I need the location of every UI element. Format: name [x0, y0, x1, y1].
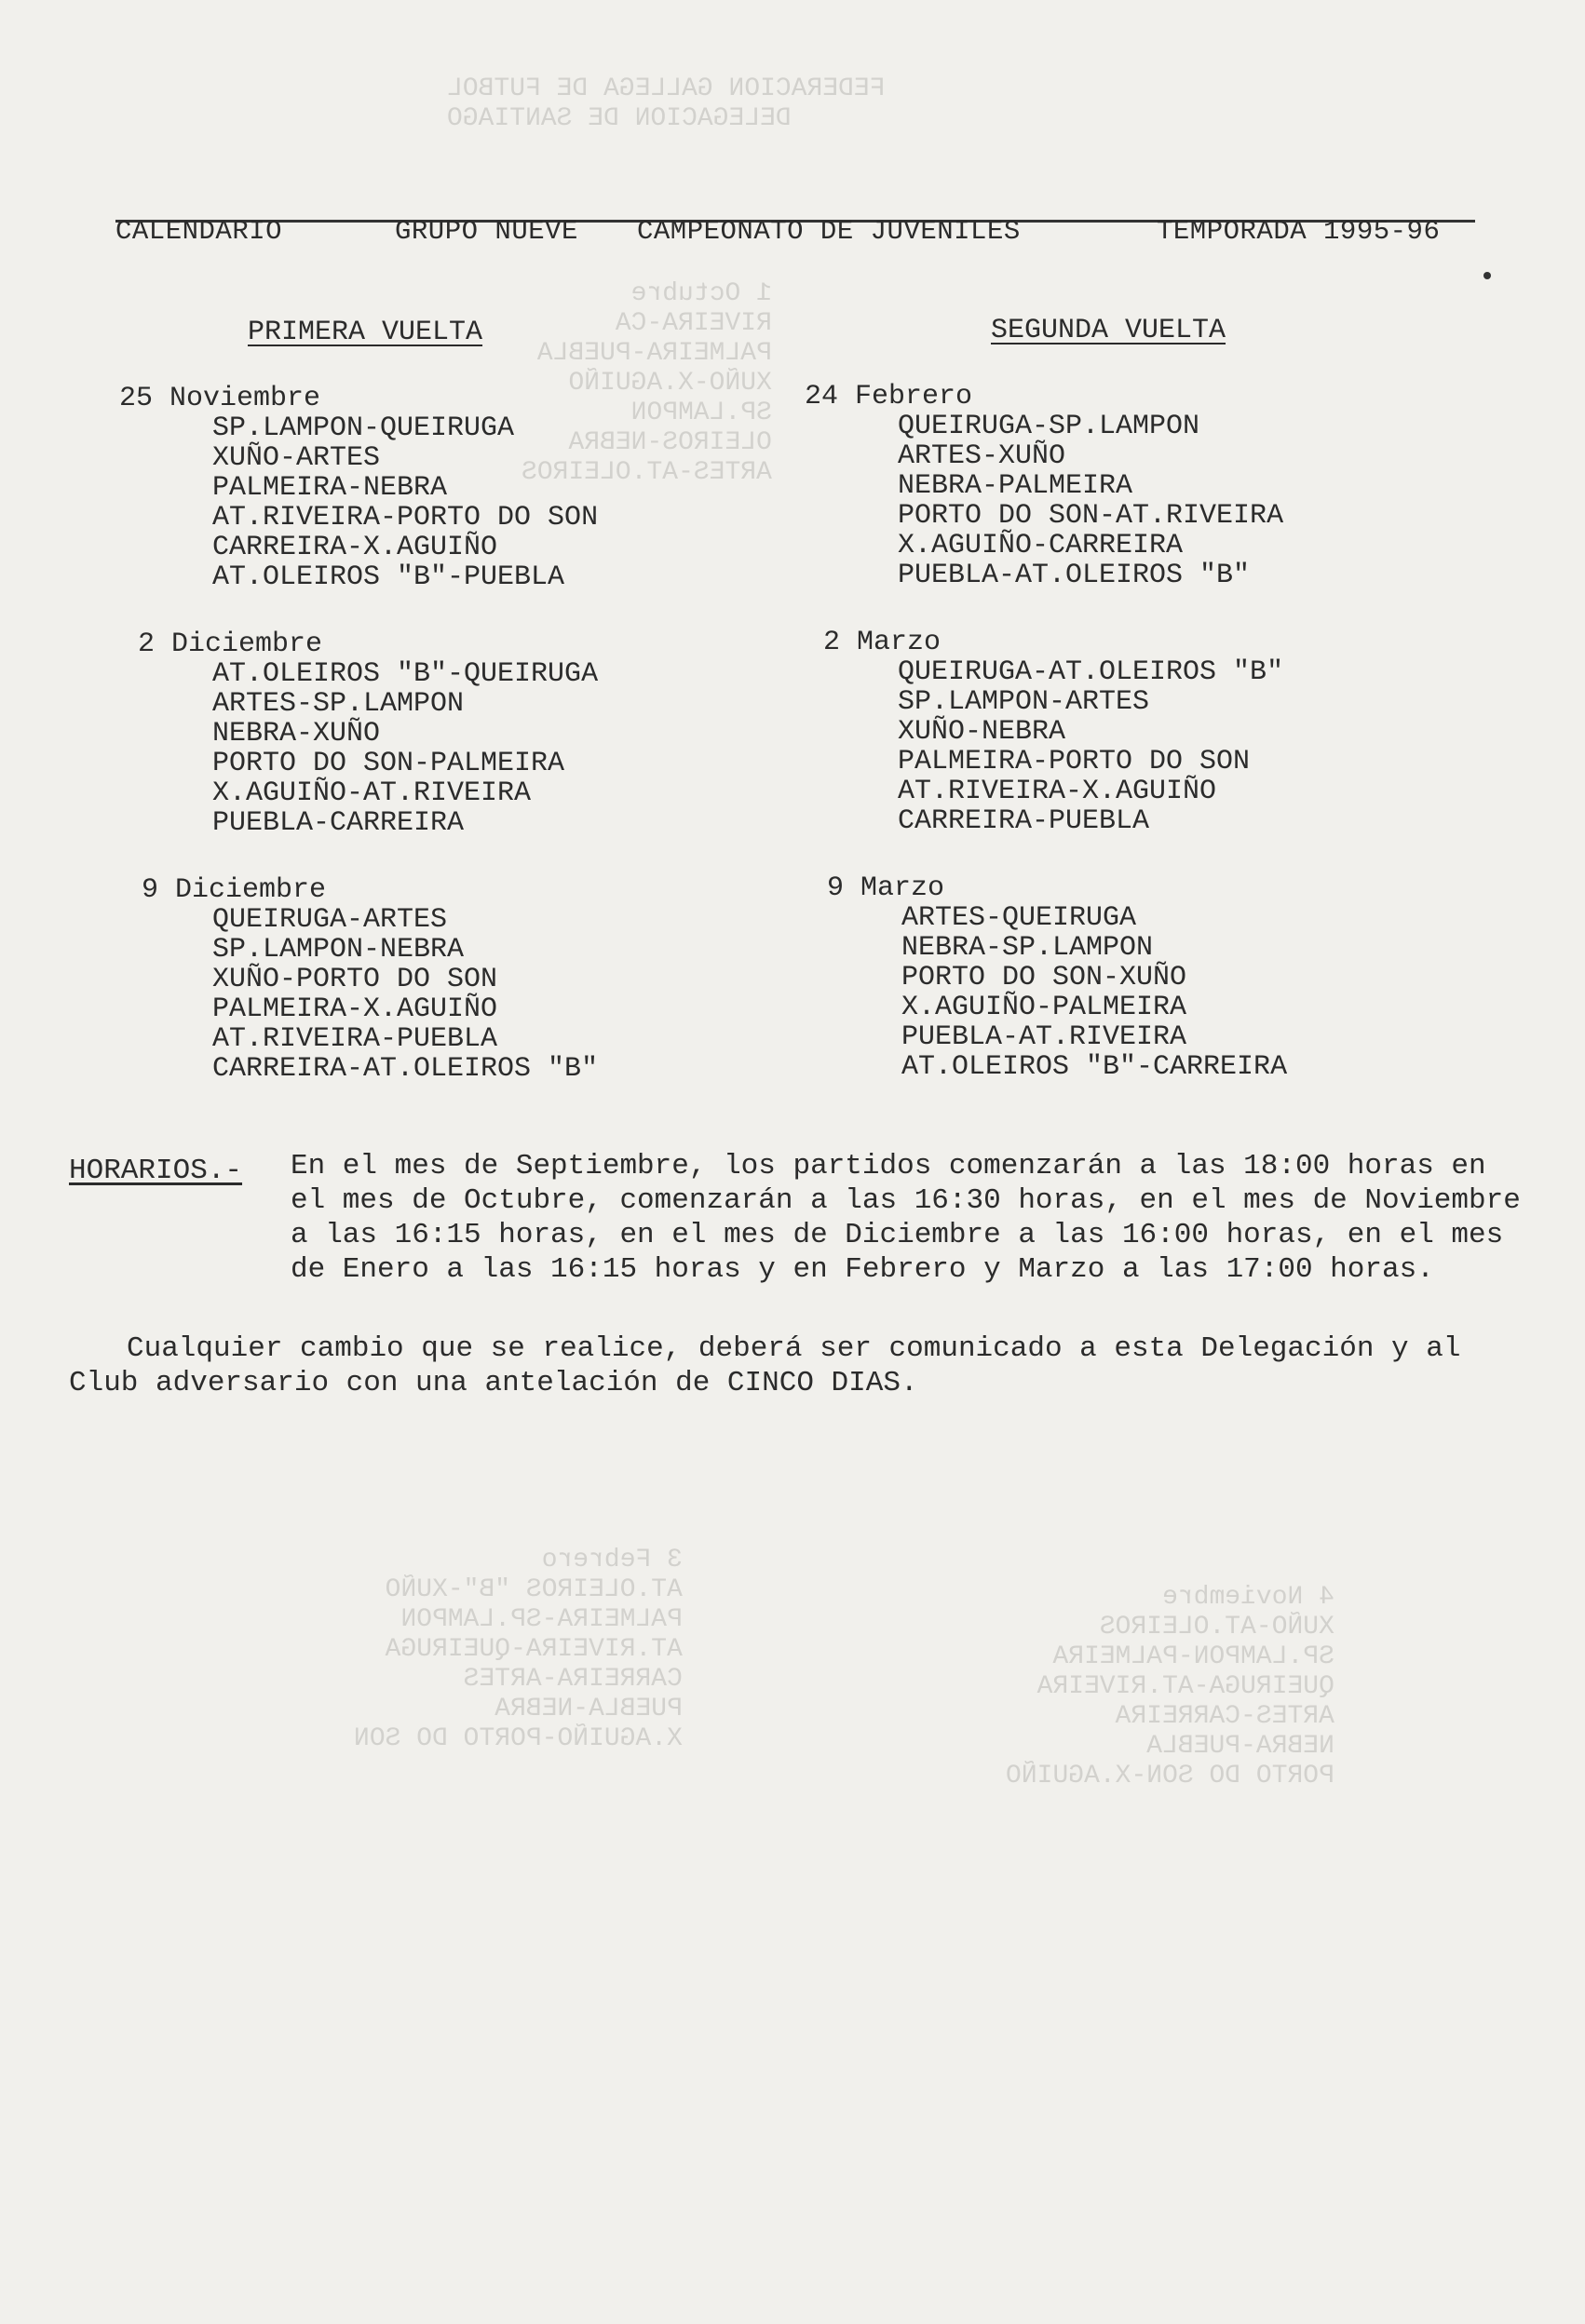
match: PALMEIRA-NEBRA [212, 472, 448, 504]
round [805, 873, 1287, 1082]
match: ARTES-XUÑO [898, 440, 1066, 472]
horarios-text: En el mes de Septiembre, los partidos comenzarán a las 18:00 horas en el mes de Octubre, comenzarán a las 16:30 horas, en el mes de Noviembre a las 16:15 horas, en el mes de Diciembre a las 16:00 horas, en el mes de Enero a las 16:15 horas y en Febrero y Marzo a las 17:00 horas. [291, 1150, 1521, 1286]
match: AT.RIVEIRA-PUEBLA [212, 1023, 498, 1055]
round [119, 875, 598, 1084]
match: ARTES-SP.LAMPON [212, 688, 465, 720]
round-date: 25 Noviembre [119, 383, 321, 414]
primera-vuelta-column [119, 384, 598, 1121]
match: QUEIRUGA-ARTES [212, 904, 448, 936]
match: CARREIRA-AT.OLEIROS "B" [212, 1053, 599, 1085]
match: SP.LAMPON-ARTES [898, 686, 1150, 718]
cambio-note: Cualquier cambio que se realice, deberá ser comunicado a esta Delegación y al Club adversario con una antelación de CINCO DIAS. [69, 1332, 1461, 1399]
round-date: 9 Diciembre [142, 874, 327, 906]
match: CARREIRA-X.AGUIÑO [212, 532, 498, 563]
primera-vuelta-title: PRIMERA VUELTA [248, 317, 483, 348]
bleed-through-decoration: 3 Febrero AT.OLEIROS "B"-XUÑO PALMEIRA-SP.LAMPON AT.RIVEIRA-QUEIRUGA CARREIRA-ARTES PUEBLA-NEBRA X.AGUIÑO-PORTO DO SON [354, 1546, 683, 1753]
match: X.AGUIÑO-CARREIRA [898, 530, 1184, 561]
match: NEBRA-PALMEIRA [898, 470, 1133, 502]
bullet-mark [1483, 272, 1491, 279]
match: QUEIRUGA-SP.LAMPON [898, 411, 1200, 442]
match: PUEBLA-AT.OLEIROS "B" [898, 560, 1251, 591]
match: X.AGUIÑO-PALMEIRA [901, 992, 1187, 1023]
match: CARREIRA-PUEBLA [898, 805, 1150, 837]
match: SP.LAMPON-QUEIRUGA [212, 412, 515, 444]
round [805, 382, 1287, 590]
match: PORTO DO SON-AT.RIVEIRA [898, 500, 1284, 532]
round [119, 629, 598, 838]
match: AT.RIVEIRA-X.AGUIÑO [898, 776, 1217, 807]
match: XUÑO-PORTO DO SON [212, 964, 498, 995]
round-date: 2 Diciembre [138, 628, 323, 660]
match: ARTES-QUEIRUGA [901, 902, 1137, 934]
match: NEBRA-XUÑO [212, 718, 381, 750]
match: PORTO DO SON-PALMEIRA [212, 748, 565, 779]
header-calendario: CALENDARIO [115, 216, 283, 247]
match: PALMEIRA-PORTO DO SON [898, 746, 1251, 777]
bleed-through-decoration: FEDERACION GALLEGA DE FUTBOL DELEGACION DE SANTIAGO [447, 74, 886, 133]
bleed-through-decoration: 4 Noviembre XUÑO-AT.OLEIROS SP.LAMPON-PALMEIRA QUEIRUGA-AT.RIVEIRA ARTES-CARREIRA NEBRA-PUEBLA PORTO DO SON-X.AGUIÑO [1006, 1583, 1334, 1790]
bleed-through-decoration: 1 Octubre RIVEIRA-CA PALMEIRA-PUEBLA XUÑO-X.AGUIÑO SP.LAMPON OLEIROS-NEBRA ARTES-AT.OLEIROS [522, 279, 772, 487]
segunda-vuelta-title: SEGUNDA VUELTA [991, 315, 1226, 346]
match: AT.OLEIROS "B"-PUEBLA [212, 561, 565, 593]
match: AT.OLEIROS "B"-CARREIRA [901, 1051, 1288, 1083]
round [805, 628, 1287, 836]
match: NEBRA-SP.LAMPON [901, 932, 1154, 964]
round-date: 24 Febrero [805, 381, 973, 412]
document-header [115, 216, 1475, 247]
match: AT.RIVEIRA-PORTO DO SON [212, 502, 599, 534]
header-temporada: TEMPORADA 1995-96 [1157, 216, 1441, 247]
match: XUÑO-NEBRA [898, 716, 1066, 748]
match: PALMEIRA-X.AGUIÑO [212, 993, 498, 1025]
match: PUEBLA-CARREIRA [212, 807, 465, 839]
match: X.AGUIÑO-AT.RIVEIRA [212, 777, 532, 809]
round-date: 2 Marzo [823, 627, 942, 658]
header-campeonato: CAMPEONATO DE JUVENILES [637, 216, 1021, 247]
match: PUEBLA-AT.RIVEIRA [901, 1021, 1187, 1053]
match: SP.LAMPON-NEBRA [212, 934, 465, 966]
round [119, 384, 598, 592]
round-date: 9 Marzo [827, 872, 945, 904]
match: QUEIRUGA-AT.OLEIROS "B" [898, 656, 1284, 688]
match: PORTO DO SON-XUÑO [901, 962, 1187, 993]
segunda-vuelta-column [805, 382, 1287, 1119]
match: XUÑO-ARTES [212, 442, 381, 474]
match: AT.OLEIROS "B"-QUEIRUGA [212, 658, 599, 690]
horarios-label: HORARIOS.- [69, 1155, 243, 1187]
header-grupo: GRUPO NUEVE [395, 216, 578, 247]
